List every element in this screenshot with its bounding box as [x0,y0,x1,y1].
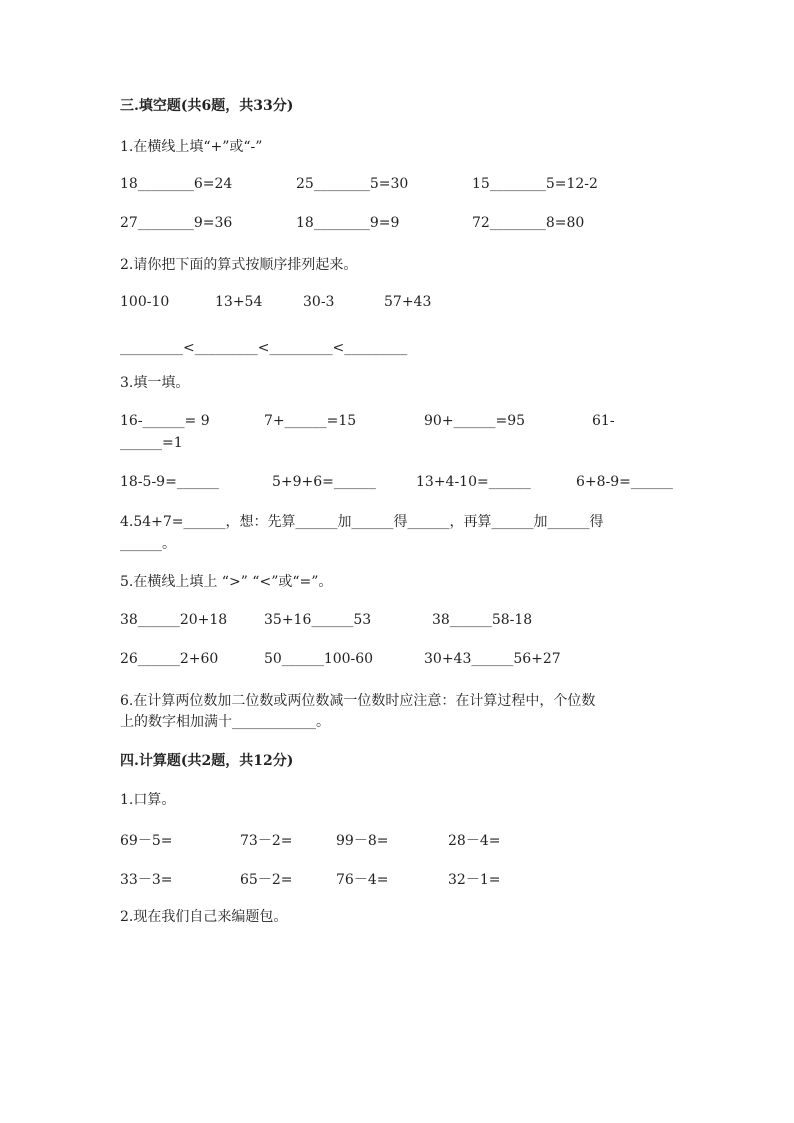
s4-q1-item: 76－4= [336,872,389,888]
q5-item: 50______100-60 [264,651,374,667]
q1-item: 15________5=12-2 [472,176,598,192]
q6-text-wrap: 上的数字相加满十____________。 [120,714,330,730]
q1-prompt: 1.在横线上填“+”或“-” [120,139,263,155]
q1-item: 27________9=36 [120,215,233,231]
q2-expression: 13+54 [215,294,263,310]
q3-row-1-wrap: ______=1 [120,435,183,451]
s4-q1-item: 33－3= [120,872,173,888]
s4-q1-item: 73－2= [240,833,293,849]
q3-prompt: 3.填一填。 [120,375,190,391]
q3-item: 16-______= 9 [120,413,210,429]
section-3-heading: 三.填空题(共6题，共33分) [120,98,294,114]
q1-item: 25________5=30 [296,176,409,192]
s4-q1-item: 65－2= [240,872,293,888]
q1-item: 72________8=80 [472,215,585,231]
q3-item: 13+4-10=______ [416,474,531,490]
s4-q1-item: 32－1= [448,872,501,888]
q1-item: 18________9=9 [296,215,400,231]
q4-text: 4.54+7=______，想：先算______加______得______，再算______加______得 [120,514,604,530]
q1-item: 18________6=24 [120,176,233,192]
s4-q1-prompt: 1.口算。 [120,792,176,808]
q5-item: 38______20+18 [120,612,228,628]
q2-expression: 30-3 [303,294,335,310]
q3-item: 6+8-9=______ [576,474,673,490]
q5-item: 35+16______53 [264,612,372,628]
q5-item: 38______58-18 [432,612,533,628]
q2-expression: 57+43 [384,294,432,310]
q3-item: 61- [592,413,615,429]
s4-q1-item: 28－4= [448,833,501,849]
q2-prompt: 2.请你把下面的算式按顺序排列起来。 [120,257,358,273]
q6-text: 6.在计算两位数加二位数或两位数减一位数时应注意：在计算过程中，个位数 [120,693,596,709]
q3-item: 90+______=95 [424,413,526,429]
s4-q1-item: 69－5= [120,833,173,849]
q2-order-line: _________<_________<_________<_________ [120,340,408,356]
s4-q2-prompt: 2.现在我们自己来编题包。 [120,909,288,925]
q2-expression: 100-10 [120,294,170,310]
q3-item: 7+______=15 [264,413,357,429]
q4-text-wrap: ______。 [120,536,176,552]
section-4-heading: 四.计算题(共2题，共12分) [120,753,294,769]
s4-q1-item: 99－8= [336,833,389,849]
q3-item: 5+9+6=______ [272,474,376,490]
q5-prompt: 5.在横线上填上 “>” “<”或“=”。 [120,574,333,590]
q3-item: 18-5-9=______ [120,474,219,490]
q5-item: 26______2+60 [120,651,219,667]
q5-item: 30+43______56+27 [424,651,561,667]
